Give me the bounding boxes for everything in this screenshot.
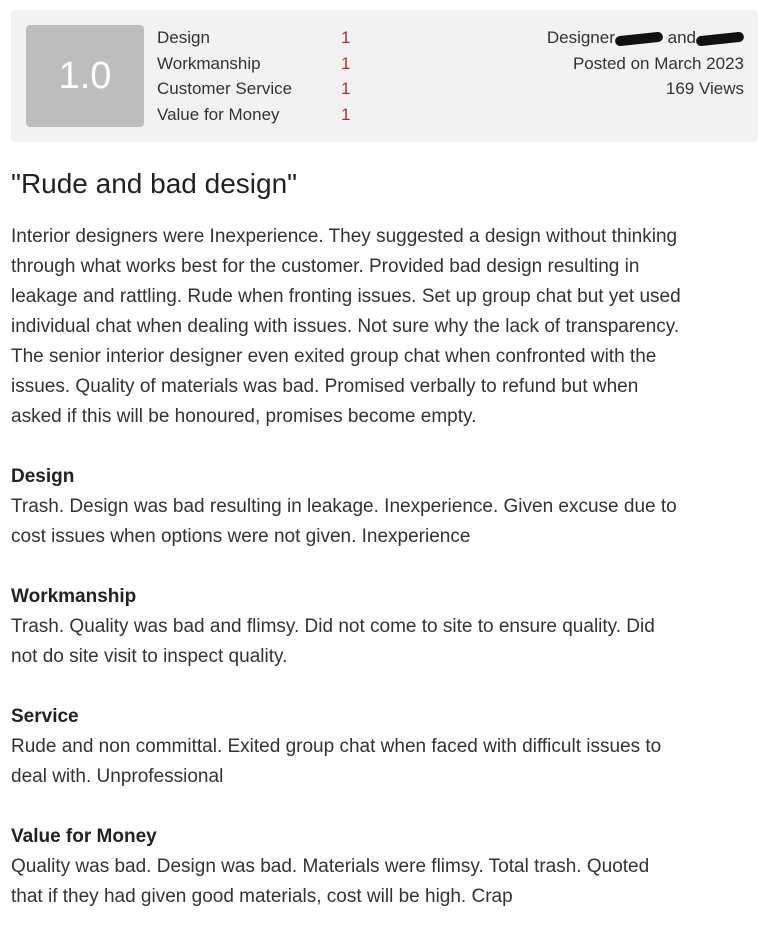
rating-row-customer-service <box>157 76 377 102</box>
posted-date: Posted on March 2023 <box>572 53 744 73</box>
section-heading: Workmanship <box>11 586 137 607</box>
section-line: Trash. Design was bad resulting in leakage. Inexperience. Given excuse due to <box>11 496 677 517</box>
body-line: through what works best for the customer. Provided bad design resulting in <box>11 256 640 277</box>
rating-value: 1 <box>341 104 351 124</box>
rating-label: Value for Money <box>157 104 280 124</box>
rating-row-design <box>157 25 377 51</box>
section-line: Rude and non committal. Exited group chat when faced with difficult issues to <box>11 736 662 757</box>
review-content <box>11 222 681 912</box>
section-line: Quality was bad. Design was bad. Materials were flimsy. Total trash. Quoted <box>11 856 650 877</box>
ratings-list <box>157 25 377 127</box>
section-workmanship <box>11 582 681 672</box>
rating-label: Design <box>157 28 210 47</box>
section-heading: Service <box>11 706 79 727</box>
review-summary-card <box>11 10 758 142</box>
rating-label: Workmanship <box>157 53 261 73</box>
section-heading: Design <box>11 466 75 487</box>
section-value-for-money <box>11 822 681 912</box>
designer-and: and <box>667 28 696 47</box>
body-line: individual chat when dealing with issues. Not sure why the lack of transparency. <box>11 316 680 337</box>
rating-value: 1 <box>341 79 351 98</box>
review-body <box>11 222 681 432</box>
rating-value: 1 <box>341 53 351 73</box>
rating-value: 1 <box>341 28 351 47</box>
redaction-mark <box>614 31 663 46</box>
redaction-mark <box>696 31 745 46</box>
rating-label: Customer Service <box>157 79 293 98</box>
rating-row-value-for-money <box>157 102 377 128</box>
section-line: cost issues when options were not given. Inexperience <box>11 526 471 547</box>
rating-row-workmanship <box>157 51 377 77</box>
body-line: The senior interior designer even exited group chat when confronted with the <box>11 346 657 367</box>
body-line: leakage and rattling. Rude when fronting issues. Set up group chat but yet used <box>11 286 681 307</box>
section-line: deal with. Unprofessional <box>11 766 224 787</box>
section-line: Trash. Quality was bad and flimsy. Did not come to site to ensure quality. Did <box>11 616 655 637</box>
designer-label: Designer <box>546 28 615 47</box>
section-line: not do site visit to inspect quality. <box>11 646 288 667</box>
designer-line <box>547 25 744 51</box>
view-count: 169 Views <box>665 79 744 98</box>
body-line: Interior designers were Inexperience. They suggested a design without thinking <box>11 226 678 247</box>
section-heading: Value for Money <box>11 826 157 847</box>
overall-score: 1.0 <box>26 25 144 127</box>
body-line: asked if this will be honoured, promises become empty. <box>11 406 477 427</box>
section-line: that if they had given good materials, cost will be high. Crap <box>11 886 513 907</box>
review-meta <box>547 25 744 102</box>
review-title: "Rude and bad design" <box>11 168 298 199</box>
body-line: issues. Quality of materials was bad. Promised verbally to refund but when <box>11 376 639 397</box>
section-design <box>11 462 681 552</box>
section-service <box>11 702 681 792</box>
